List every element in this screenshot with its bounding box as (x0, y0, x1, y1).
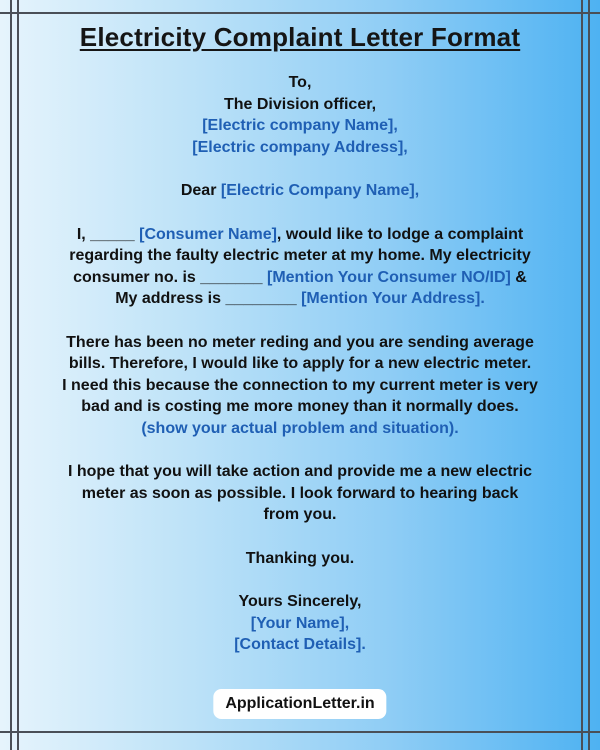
para1-text: consumer no. is _______ (73, 268, 267, 286)
para2-line1: There has been no meter reding and you are sending average (66, 333, 534, 351)
thanks-line: Thanking you. (245, 549, 355, 567)
recipient-line: The Division officer, (223, 95, 377, 113)
frame-line-left-outer (10, 0, 12, 750)
frame-line-left-inner (17, 0, 19, 750)
consumer-no-placeholder: [Mention Your Consumer NO/ID] (267, 268, 511, 286)
to-line: To, (288, 74, 312, 91)
problem-placeholder: (show your actual problem and situation). (141, 419, 459, 437)
para2-line4: bad and is costing me more money than it normally does. (81, 398, 519, 415)
para1-text: & (510, 268, 527, 286)
your-name-placeholder: [Your Name], (250, 614, 350, 632)
para1-line1 (30, 224, 570, 246)
greeting-line (30, 180, 570, 202)
para1-line3 (30, 267, 570, 289)
company-address-placeholder: [Electric company Address], (192, 138, 408, 156)
frame-line-right-outer (588, 0, 590, 750)
contact-placeholder: [Contact Details]. (234, 636, 366, 653)
letter-body (30, 72, 570, 656)
para1-line2: regarding the faulty electric meter at my home. My electricity (69, 247, 531, 264)
address-placeholder: [Mention Your Address]. (301, 290, 485, 307)
para3-line2: meter as soon as possible. I look forward to hearing back (81, 484, 519, 502)
frame-line-bottom (0, 731, 600, 733)
page-title: Electricity Complaint Letter Format (79, 22, 521, 52)
para1-text: I, _____ (76, 225, 140, 243)
para3-line1: I hope that you will take action and provide me a new electric (67, 463, 533, 480)
para1-text: , would like to lodge a complaint (276, 225, 524, 243)
company-name-placeholder: [Electric company Name], (202, 117, 398, 134)
greeting-prefix: Dear (180, 182, 221, 199)
frame-line-right-inner (581, 0, 583, 750)
para2-line3: I need this because the connection to my current meter is very (62, 376, 538, 394)
greeting-name-placeholder: [Electric Company Name], (220, 182, 420, 199)
para2-line2: bills. Therefore, I would like to apply for a new electric meter. (68, 355, 532, 372)
site-badge: ApplicationLetter.in (213, 689, 386, 719)
frame-line-top (0, 12, 600, 14)
para1-line4 (30, 288, 570, 310)
consumer-name-placeholder: [Consumer Name] (139, 225, 277, 243)
para1-text: My address is ________ (115, 290, 302, 307)
para3-line3: from you. (263, 506, 337, 523)
closing-line: Yours Sincerely, (238, 593, 362, 610)
